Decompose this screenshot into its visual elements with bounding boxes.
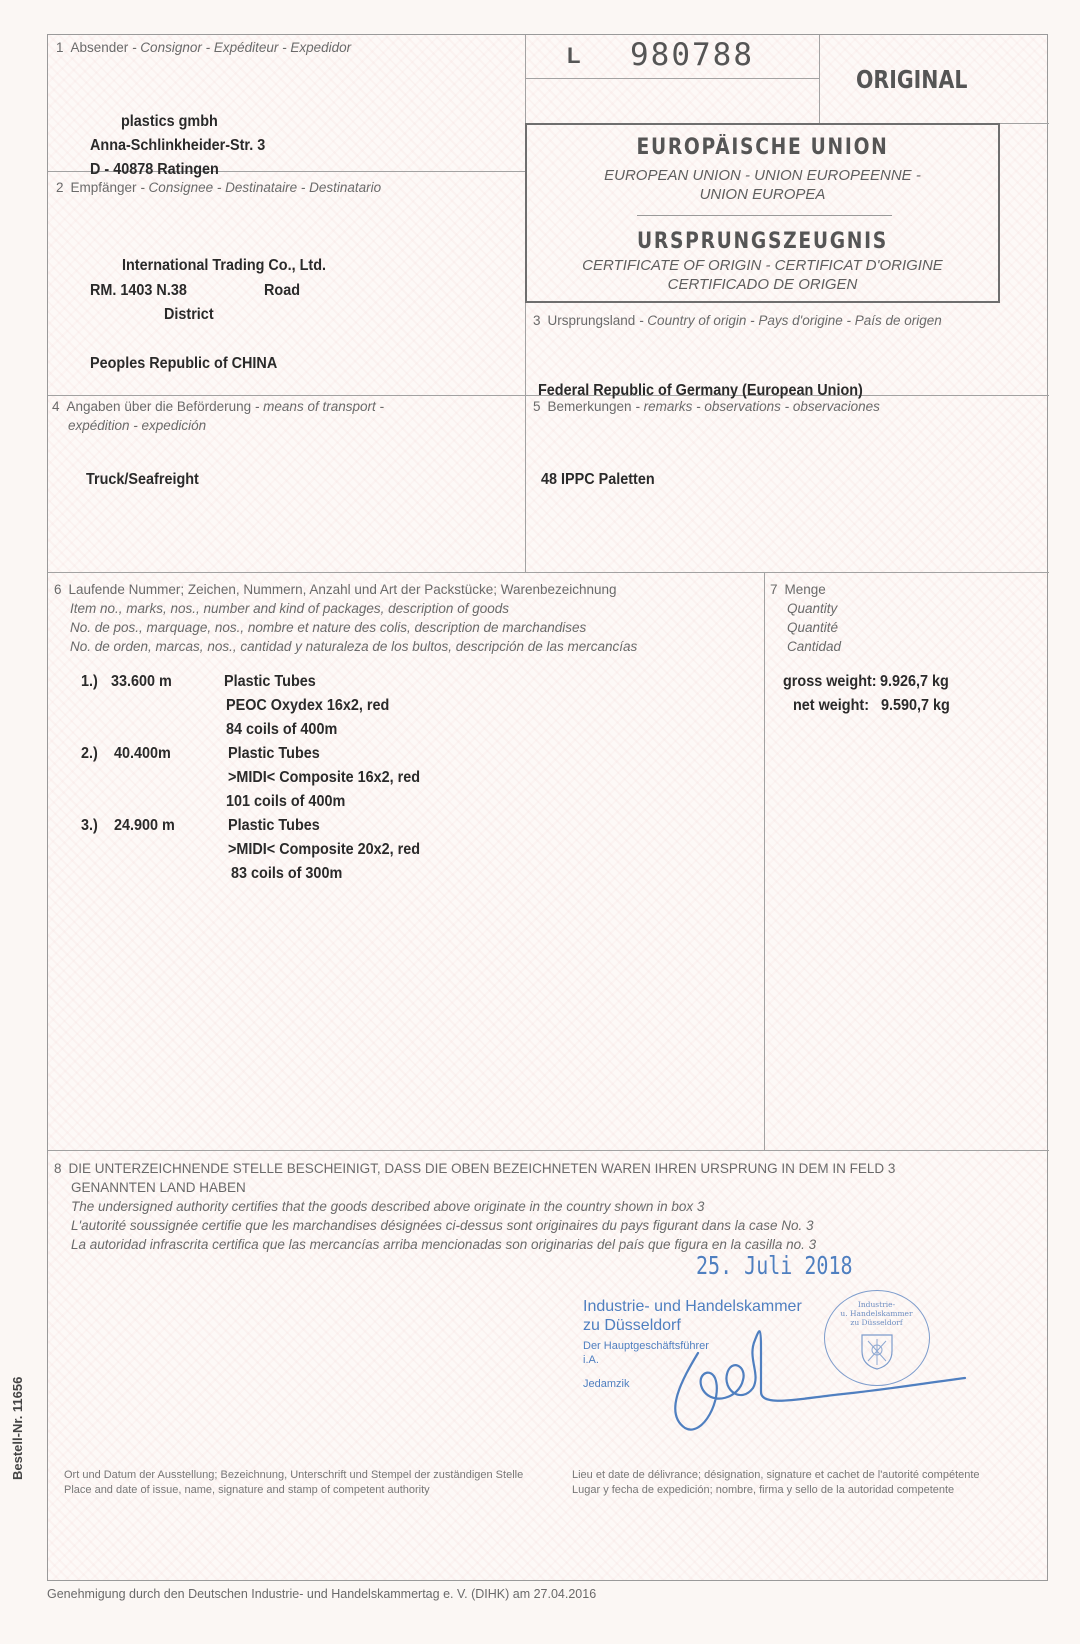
box6-label-4: No. de orden, marcas, nos., cantidad y naturaleza de los bultos, descripción de las mercancías: [70, 639, 638, 654]
gross-weight-value: 9.926,7 kg: [880, 673, 949, 690]
remarks: 48 IPPC Paletten: [541, 471, 655, 488]
item-1-pos: 1.): [81, 673, 98, 690]
box4-label: 4 Angaben über die Beförderung - means of transport -: [52, 399, 384, 414]
serial-letter: L: [567, 43, 581, 68]
box6-label-3: No. de pos., marquage, nos., nombre et nature des colis, description de marchandises: [70, 620, 587, 635]
signatory-ia: i.A.: [583, 1354, 599, 1366]
certificate-title: URSPRUNGSZEUGNIS: [637, 229, 888, 254]
box5-label: 5 Bemerkungen - remarks - observations - observaciones: [533, 399, 880, 414]
net-weight-value: 9.590,7 kg: [881, 697, 950, 714]
item-2-line-2: >MIDI< Composite 16x2, red: [228, 769, 421, 786]
certificate-subtitle-1: CERTIFICATE OF ORIGIN - CERTIFICAT D'ORIGINE: [582, 257, 943, 274]
chamber-name-line-1: Industrie- und Handelskammer: [583, 1298, 802, 1315]
signature-scribble: [643, 1318, 973, 1438]
item-2-line-1: Plastic Tubes: [228, 745, 320, 762]
item-3-qty: 24.900 m: [114, 817, 175, 834]
eu-subtitle-1: EUROPEAN UNION - UNION EUROPEENNE -: [604, 167, 921, 184]
box4-label-2: expédition - expedición: [68, 418, 207, 433]
consignor-line-3: D - 40878 Ratingen: [90, 161, 219, 178]
consignor-line-2: Anna-Schlinkheider-Str. 3: [90, 137, 266, 154]
item-3-line-2: >MIDI< Composite 20x2, red: [228, 841, 421, 858]
box6-label-1: 6 Laufende Nummer; Zeichen, Nummern, Anzahl und Art der Packstücke; Warenbezeichnung: [54, 582, 617, 597]
divider-row4: [48, 572, 1049, 573]
divider-serial-underline: [525, 78, 819, 79]
seal-text-2: u. Handelskammer: [840, 1309, 913, 1318]
consignee-line-2a: RM. 1403 N.38: [90, 282, 187, 299]
item-2-line-3: 101 coils of 400m: [226, 793, 346, 810]
chamber-name-line-2: zu Düsseldorf: [583, 1317, 681, 1334]
country-of-origin: Federal Republic of Germany (European Union): [538, 382, 863, 399]
box3-label: 3 Ursprungsland - Country of origin - Pays d'origine - País de origen: [533, 313, 942, 328]
eu-title-block: [525, 123, 1000, 303]
box8-line-2: GENANNTEN LAND HABEN: [71, 1180, 246, 1195]
eu-subtitle-2: UNION EUROPEA: [699, 186, 826, 203]
box7-label-2: Quantity: [787, 601, 838, 616]
serial-number: 980788: [630, 37, 754, 73]
consignee-line-1: International Trading Co., Ltd.: [122, 257, 327, 274]
item-2-qty: 40.400m: [114, 745, 171, 762]
item-1-line-1: Plastic Tubes: [224, 673, 316, 690]
item-2-pos: 2.): [81, 745, 98, 762]
net-weight-label: net weight:: [793, 697, 869, 714]
box8-line-4: L'autorité soussignée certifie que les marchandises désignées ci-dessus sont originaires du pays figurant dans la case No. 3: [71, 1218, 814, 1233]
consignee-line-2b: Road: [264, 282, 300, 299]
footer-left-2: Place and date of issue, name, signature and stamp of competent authority: [64, 1484, 430, 1496]
signatory-role: Der Hauptgeschäftsführer: [583, 1340, 709, 1352]
certificate-form: [47, 34, 1048, 1581]
original-label: ORIGINAL: [856, 65, 968, 94]
consignor-line-1: plastics gmbh: [121, 113, 218, 130]
box8-line-3: The undersigned authority certifies that the goods described above originate in the country shown in box 3: [71, 1199, 705, 1214]
box2-label: 2 Empfänger - Consignee - Destinataire - Destinatario: [56, 180, 382, 195]
issue-date-stamp: 25. Juli 2018: [696, 1251, 853, 1280]
item-1-qty: 33.600 m: [111, 673, 172, 690]
divider-row5: [48, 1150, 1049, 1151]
eu-divider: [637, 215, 892, 216]
item-3-line-1: Plastic Tubes: [228, 817, 320, 834]
item-1-line-2: PEOC Oxydex 16x2, red: [226, 697, 390, 714]
signatory-name: Jedamzik: [583, 1378, 630, 1390]
box7-label-3: Quantité: [787, 620, 839, 635]
means-of-transport: Truck/Seafreight: [86, 471, 199, 488]
approval-note: Genehmigung durch den Deutschen Industrie- und Handelskammertag e. V. (DIHK) am 27.04.2016: [47, 1587, 597, 1601]
item-3-line-3: 83 coils of 300m: [231, 865, 343, 882]
seal-text-3: zu Düsseldorf: [850, 1318, 903, 1327]
footer-right-2: Lugar y fecha de expedición; nombre, firma y sello de la autoridad competente: [572, 1484, 955, 1496]
certificate-subtitle-2: CERTIFICADO DE ORIGEN: [667, 276, 858, 293]
box6-label-2: Item no., marks, nos., number and kind of packages, description of goods: [70, 601, 509, 616]
order-number: Bestell-Nr. 11656: [10, 1376, 25, 1480]
item-3-pos: 3.): [81, 817, 98, 834]
item-1-line-3: 84 coils of 400m: [226, 721, 338, 738]
divider-main-vertical: [525, 35, 526, 572]
box8-line-5: La autoridad infrascrita certifica que las mercancías arriba mencionadas son originarias del país que figura en la casilla no. 3: [71, 1237, 817, 1252]
box1-label: 1 Absender - Consignor - Expéditeur - Expedidor: [56, 40, 352, 55]
divider-serial-original: [819, 35, 820, 123]
consignee-line-4: Peoples Republic of CHINA: [90, 355, 278, 372]
footer-left-1: Ort und Datum der Ausstellung; Bezeichnung, Unterschrift und Stempel der zuständigen Stelle: [64, 1469, 524, 1481]
gross-weight-label: gross weight:: [783, 673, 877, 690]
box7-label-1: 7 Menge: [770, 582, 826, 597]
seal-text-1: Industrie-: [857, 1300, 896, 1309]
box7-label-4: Cantidad: [787, 639, 842, 654]
box8-line-1: 8 DIE UNTERZEICHNENDE STELLE BESCHEINIGT, DASS DIE OBEN BEZEICHNETEN WAREN IHREN URSPRUNG IN DEM IN FELD 3: [54, 1161, 896, 1176]
divider-box6-box7: [764, 572, 765, 1150]
eu-title: EUROPÄISCHE UNION: [636, 135, 889, 160]
consignee-line-3: District: [164, 306, 214, 323]
footer-right-1: Lieu et date de délivrance; désignation, signature et cachet de l'autorité compétente: [572, 1469, 980, 1481]
